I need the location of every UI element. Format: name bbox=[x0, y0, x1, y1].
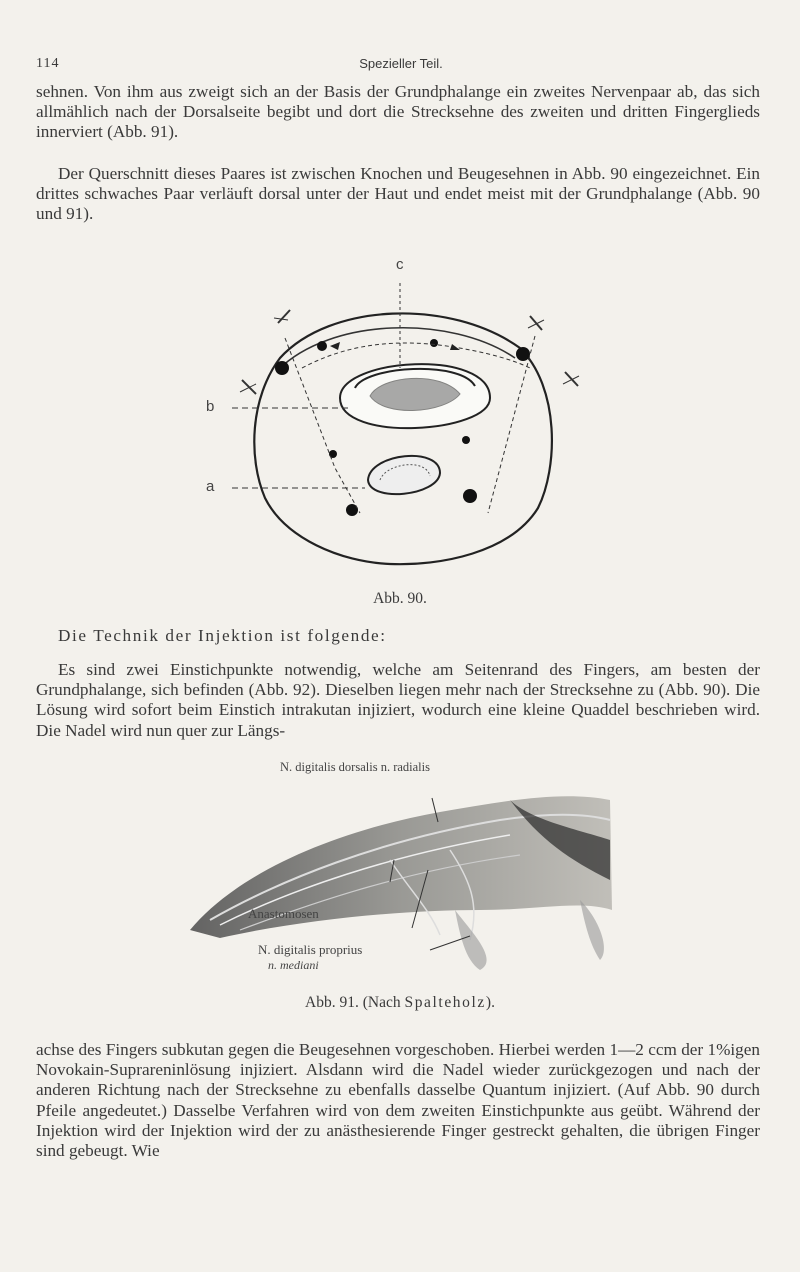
needle-path-left bbox=[285, 338, 360, 513]
paragraph-1: sehnen. Von ihm aus zweigt sich an der Basis der Grundphalange ein zweites Nervenpaar ab, das sich allmählich nach der Dorsalseite begibt und dort die Strecksehne des zweiten und dritten Fingerglieds innerviert (Abb. 91). bbox=[36, 82, 760, 142]
page-header bbox=[36, 56, 766, 80]
figure-90 bbox=[190, 248, 610, 588]
flexor-tendons bbox=[368, 456, 440, 494]
needle-icon bbox=[528, 316, 544, 330]
nerve-dot bbox=[462, 436, 470, 444]
label-n-digitalis-dorsalis: N. digitalis dorsalis n. radialis bbox=[280, 760, 430, 774]
finger-nerve-illustration bbox=[180, 760, 620, 985]
figure-91-caption: Abb. 91. (Nach Spalteholz). bbox=[305, 994, 495, 1011]
nerve-dot bbox=[516, 347, 530, 361]
label-anastomosen: Anastomosen bbox=[248, 906, 319, 921]
needle-icon bbox=[563, 372, 579, 386]
figure-91 bbox=[180, 760, 620, 985]
needle-icon bbox=[274, 310, 290, 323]
caption-author: Spalteholz bbox=[404, 994, 486, 1011]
paragraph-5: achse des Fingers subkutan gegen die Beugesehnen vorgeschoben. Hierbei werden 1—2 ccm der 1%igen Novokain-Suprareninlösung injiziert. Alsdann wird die Nadel wieder zurückgezogen und nach der anderen Richtung nach der Strecksehne zu ebenfalls dasselbe Quantum injiziert. (Auf Abb. 90 durch Pfeile angedeutet.) Dasselbe Verfahren wird von dem zweiten Einstichpunkte aus geübt. Während der Injektion wird der Injektion wird der zu anästhesierende Finger gestreckt gehalten, die übrigen Finger sind gebeugt. Wie bbox=[36, 1040, 760, 1161]
needle-icon bbox=[240, 380, 256, 394]
page-number: 114 bbox=[36, 56, 60, 71]
paragraph-4: Es sind zwei Einstichpunkte notwendig, welche am Seitenrand des Fingers, am besten der Grundphalange, sich befinden (Abb. 92). Dieselben liegen mehr nach der Strecksehne zu (Abb. 90). Die Lösung wird sofort beim Einstich intrakutan injiziert, wodurch eine kleine Quaddel beschrieben wird. Die Nadel wird nun quer zur Längs- bbox=[36, 660, 760, 740]
nerve-dot bbox=[430, 339, 438, 347]
needle-path-right bbox=[488, 336, 535, 513]
label-b: b bbox=[206, 398, 215, 415]
nerve-dot bbox=[275, 361, 289, 375]
label-n-digitalis-proprius: N. digitalis proprius bbox=[258, 942, 363, 957]
nerve-dot bbox=[463, 489, 477, 503]
label-n-mediani: n. mediani bbox=[268, 958, 319, 972]
finger-cross-section-diagram bbox=[190, 248, 610, 588]
technique-heading: Die Technik der Injektion ist folgende: bbox=[58, 626, 387, 645]
paragraph-2: Der Querschnitt dieses Paares ist zwischen Knochen und Beugesehnen in Abb. 90 eingezeichnet. Ein drittes schwaches Paar verläuft dorsal unter der Haut und endet meist mit der Grundphalange (Abb. 90 und 91). bbox=[36, 164, 760, 224]
finger-outline bbox=[254, 313, 552, 564]
label-a: a bbox=[206, 478, 215, 495]
figure-90-caption: Abb. 90. bbox=[373, 590, 427, 607]
arrow-icon bbox=[450, 344, 460, 350]
nerve-dot bbox=[317, 341, 327, 351]
arrow-icon bbox=[330, 342, 340, 350]
label-c: c bbox=[396, 256, 404, 273]
running-head: Spezieller Teil. bbox=[359, 56, 443, 71]
